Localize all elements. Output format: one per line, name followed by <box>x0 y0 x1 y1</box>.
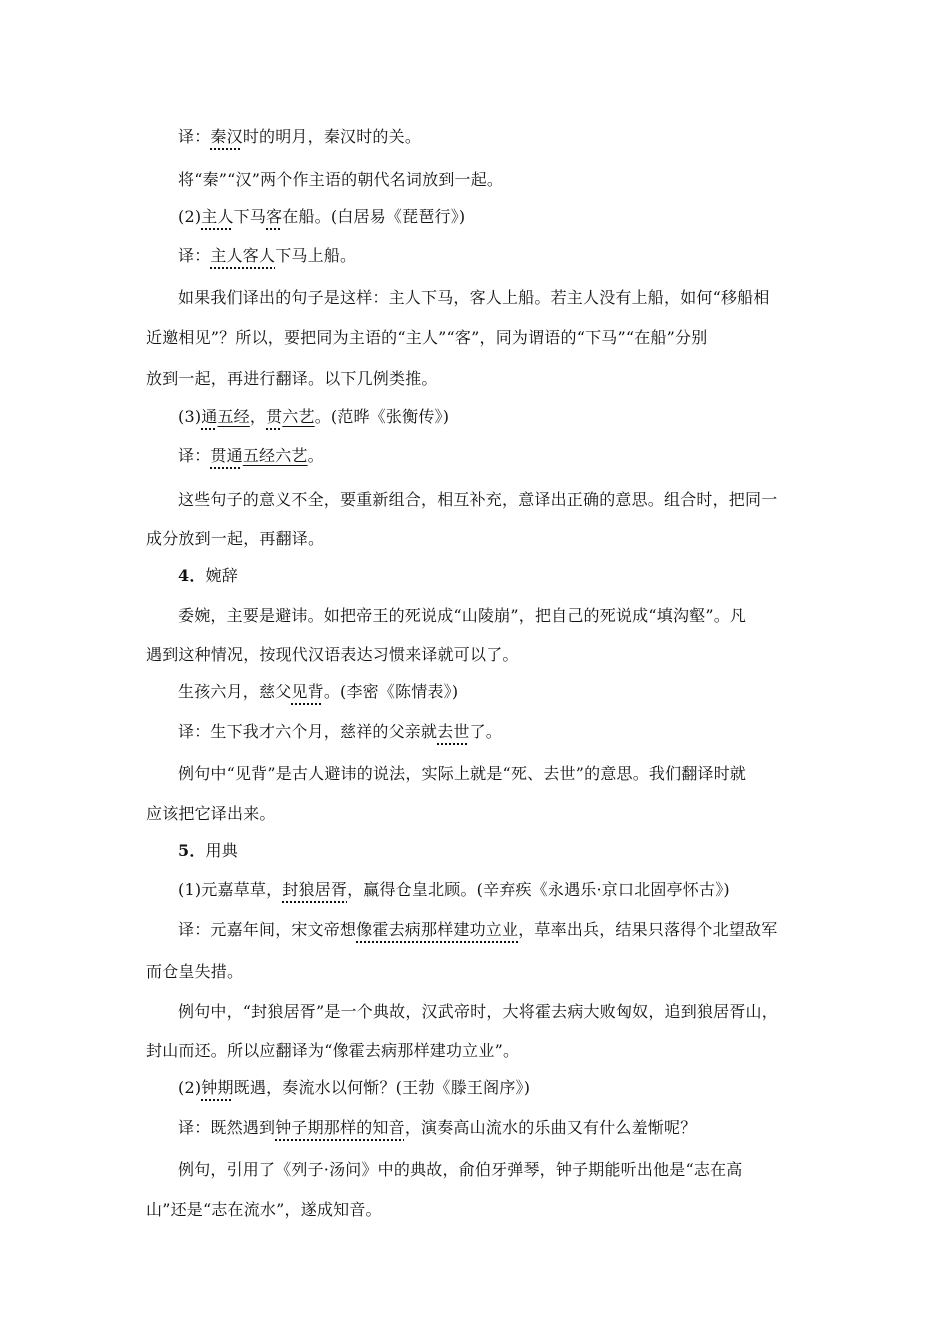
text: 在船。(白居易《琵琶行》) <box>282 207 466 226</box>
text: 。(李密《陈情表》) <box>323 682 459 701</box>
text: ， <box>249 407 267 426</box>
text: 译： <box>178 246 211 265</box>
text: (1)元嘉草草， <box>178 880 283 899</box>
dotted-text: 封狼居胥 <box>282 880 348 899</box>
example-line-3 <box>178 407 818 427</box>
translation-line <box>178 722 818 742</box>
underlined-text: 五经六艺 <box>242 446 308 465</box>
text: 下马上船。 <box>275 246 357 265</box>
paragraph-line: 委婉，主要是避讳。如把帝王的死说成“山陵崩”，把自己的死说成“填沟壑”。凡 <box>178 606 747 625</box>
example-line <box>178 682 818 702</box>
text: (3) <box>178 407 202 426</box>
paragraph-line: 例句中“见背”是古人避讳的说法，实际上就是“死、去世”的意思。我们翻译时就 <box>178 764 747 783</box>
paragraph-line: 山”还是“志在流水”，遂成知音。 <box>146 1200 382 1219</box>
text: 生孩六月，慈父 <box>178 682 292 701</box>
section-heading-5 <box>178 841 818 861</box>
paragraph-line: 放到一起，再进行翻译。以下几例类推。 <box>146 369 438 388</box>
dotted-text: 钟子期那样的知音 <box>275 1118 405 1137</box>
text: 译： <box>178 446 211 465</box>
dotted-text: 钟期 <box>201 1078 234 1097</box>
translation-line-3 <box>178 446 818 466</box>
text: (2) <box>178 1078 202 1097</box>
translation-line-2 <box>178 246 818 266</box>
paragraph-line: 应该把它译出来。 <box>146 804 276 823</box>
text: ，赢得仓皇北顾。(辛弃疾《永遇乐·京口北固亭怀古》) <box>347 880 730 899</box>
paragraph-line: 如果我们译出的句子是这样：主人下马，客人上船。若主人没有上船，如何“移船相 <box>178 288 770 307</box>
paragraph-line: 这些句子的意义不全，要重新组合，相互补充，意译出正确的意思。组合时，把同一 <box>178 490 778 509</box>
section-heading-4 <box>178 566 818 586</box>
dotted-text: 贯通 <box>210 446 243 465</box>
section-number: 4． <box>178 566 206 585</box>
translation-line-1 <box>178 127 818 147</box>
dotted-text: 见背 <box>291 682 324 701</box>
text: 译： <box>178 127 211 146</box>
underlined-text: 五经 <box>217 407 250 426</box>
text: 译：既然遇到 <box>178 1118 276 1137</box>
paragraph-line: 近邀相见”？所以，要把同为主语的“主人”“客”，同为谓语的“下马”“在船”分别 <box>146 328 708 347</box>
text: 了。 <box>469 722 503 741</box>
text: 下马 <box>233 207 267 226</box>
dotted-text: 主人客人 <box>210 246 276 265</box>
dotted-text: 贯 <box>266 407 283 426</box>
example-line-2 <box>178 207 818 227</box>
example-line <box>178 1078 818 1098</box>
paragraph-line: 例句，引用了《列子·汤问》中的典故，俞伯牙弹琴，钟子期能听出他是“志在高 <box>178 1160 743 1179</box>
example-line <box>178 880 818 900</box>
text: 译：生下我才六个月，慈祥的父亲就 <box>178 722 438 741</box>
paragraph-line: 例句中，“封狼居胥”是一个典故，汉武帝时，大将霍去病大败匈奴，追到狼居胥山， <box>178 1002 778 1021</box>
dotted-text: 秦汉 <box>210 127 243 146</box>
paragraph-line: 封山而还。所以应翻译为“像霍去病那样建功立业”。 <box>146 1041 520 1060</box>
dotted-text: 主人 <box>201 207 234 226</box>
section-number: 5． <box>178 841 206 860</box>
paragraph-line: 成分放到一起，再翻译。 <box>146 529 325 548</box>
paragraph-line: 遇到这种情况，按现代汉语表达习惯来译就可以了。 <box>146 645 519 664</box>
section-title: 用典 <box>205 841 238 860</box>
text: 译：元嘉年间，宋文帝想 <box>178 920 357 939</box>
paragraph-line: 将“秦”“汉”两个作主语的朝代名词放到一起。 <box>178 170 504 189</box>
text: 。(范晔《张衡传》) <box>314 407 450 426</box>
paragraph-line: 而仓皇失措。 <box>146 962 244 981</box>
dotted-text: 客 <box>266 207 283 226</box>
translation-line <box>178 1118 818 1138</box>
dotted-text: 去世 <box>437 722 470 741</box>
section-title: 婉辞 <box>205 566 238 585</box>
text: 。 <box>307 446 324 465</box>
text: ，草率出兵，结果只落得个北望敌军 <box>518 920 778 939</box>
text: 时的明月，秦汉时的关。 <box>242 127 422 146</box>
text: 既遇，奏流水以何惭？(王勃《滕王阁序》) <box>233 1078 531 1097</box>
text: ，演奏高山流水的乐曲又有什么羞惭呢？ <box>404 1118 697 1137</box>
translation-line <box>178 920 818 940</box>
text: (2) <box>178 207 202 226</box>
underlined-text: 六艺 <box>282 407 315 426</box>
dotted-text: 像霍去病那样建功立业 <box>356 920 519 939</box>
dotted-text: 通 <box>201 407 218 426</box>
